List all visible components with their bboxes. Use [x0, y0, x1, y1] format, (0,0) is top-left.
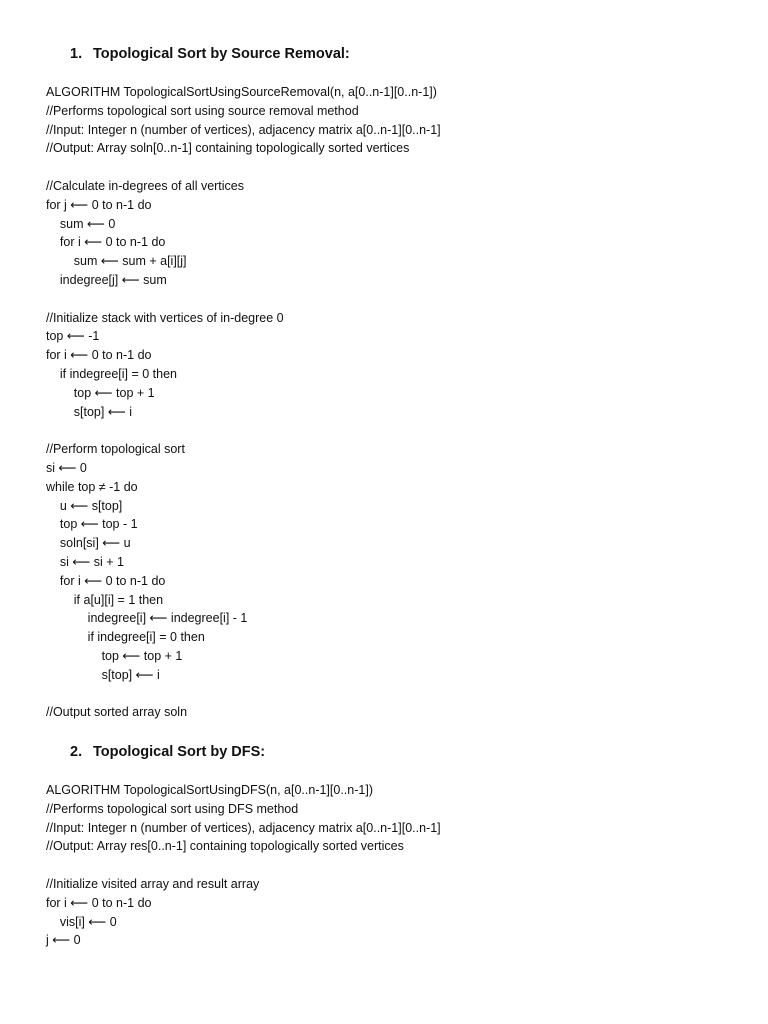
section-2-pseudocode	[46, 781, 441, 950]
code-line: s[top] ⟵ i	[46, 404, 132, 419]
blank-line	[46, 290, 441, 309]
code-line: //Initialize visited array and result array	[46, 876, 260, 891]
code-line: j ⟵ 0	[46, 933, 81, 948]
code-line: si ⟵ si + 1	[46, 554, 125, 569]
code-line: //Output: Array res[0..n-1] containing topologically sorted vertices	[46, 839, 404, 854]
code-line: u ⟵ s[top]	[46, 498, 123, 513]
code-line: for i ⟵ 0 to n-1 do	[46, 895, 152, 910]
code-line: sum ⟵ 0	[46, 216, 116, 231]
code-line: for j ⟵ 0 to n-1 do	[46, 197, 152, 212]
code-line: indegree[j] ⟵ sum	[46, 272, 167, 287]
section-1-heading	[70, 45, 350, 63]
code-line: top ⟵ top + 1	[46, 385, 155, 400]
code-line: //Calculate in-degrees of all vertices	[46, 178, 245, 193]
section-2-title: Topological Sort by DFS:	[93, 744, 266, 760]
section-2-heading	[70, 743, 265, 761]
code-line: top ⟵ top + 1	[46, 648, 183, 663]
code-line: top ⟵ top - 1	[46, 517, 138, 532]
code-line: //Output: Array soln[0..n-1] containing topologically sorted vertices	[46, 141, 410, 156]
section-1-pseudocode	[46, 83, 441, 722]
code-line: indegree[i] ⟵ indegree[i] - 1	[46, 611, 248, 626]
code-line: while top ≠ -1 do	[46, 479, 138, 494]
code-line: //Perform topological sort	[46, 442, 185, 457]
code-line: vis[i] ⟵ 0	[46, 914, 117, 929]
section-2-number: 2.	[70, 744, 83, 760]
blank-line	[46, 856, 441, 875]
code-line: soln[si] ⟵ u	[46, 536, 131, 551]
blank-line	[46, 685, 441, 704]
code-line: //Output sorted array soln	[46, 705, 188, 720]
code-line: if indegree[i] = 0 then	[46, 366, 177, 381]
code-line: //Performs topological sort using DFS method	[46, 801, 299, 816]
blank-line	[46, 421, 441, 440]
code-line: s[top] ⟵ i	[46, 667, 160, 682]
section-1-title: Topological Sort by Source Removal:	[93, 46, 350, 62]
code-line: sum ⟵ sum + a[i][j]	[46, 254, 187, 269]
code-line: si ⟵ 0	[46, 460, 87, 475]
code-line: //Input: Integer n (number of vertices), adjacency matrix a[0..n-1][0..n-1]	[46, 820, 441, 835]
code-line: if a[u][i] = 1 then	[46, 592, 164, 607]
code-line: //Initialize stack with vertices of in-degree 0	[46, 310, 284, 325]
code-line: for i ⟵ 0 to n-1 do	[46, 573, 166, 588]
code-line: ALGORITHM TopologicalSortUsingDFS(n, a[0..n-1][0..n-1])	[46, 783, 373, 797]
code-line: //Performs topological sort using source removal method	[46, 103, 359, 118]
code-line: //Input: Integer n (number of vertices), adjacency matrix a[0..n-1][0..n-1]	[46, 122, 441, 137]
code-line: for i ⟵ 0 to n-1 do	[46, 348, 152, 363]
code-line: ALGORITHM TopologicalSortUsingSourceRemoval(n, a[0..n-1][0..n-1])	[46, 85, 437, 99]
code-line: if indegree[i] = 0 then	[46, 630, 205, 645]
code-line: for i ⟵ 0 to n-1 do	[46, 235, 166, 250]
code-line: top ⟵ -1	[46, 329, 100, 344]
section-1-number: 1.	[70, 46, 83, 62]
blank-line	[46, 158, 441, 177]
